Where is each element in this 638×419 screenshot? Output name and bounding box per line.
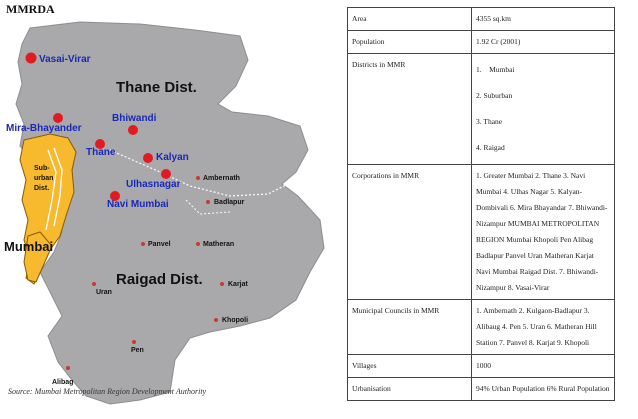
districts-value (472, 54, 615, 165)
table-row (348, 300, 615, 355)
mmr-map (0, 16, 330, 406)
ulhasnagar-label: Ulhasnagar (126, 179, 181, 190)
vasai-virar-dot (26, 53, 37, 64)
alibag-dot (66, 366, 70, 370)
table-row (348, 355, 615, 378)
vasai-virar-label: Vasai-Virar (39, 54, 91, 65)
district-item: 1. Mumbai (476, 65, 515, 74)
khopoli-label: Khopoli (222, 317, 249, 324)
kalyan-dot (143, 153, 153, 163)
villages-value: 1000 (472, 355, 615, 378)
district-item: 4. Raigad (476, 143, 505, 152)
table-row (348, 54, 615, 165)
area-value: 4355 sq.km (472, 8, 615, 31)
bhiwandi-dot (128, 125, 138, 135)
uran-dot (92, 282, 96, 286)
districts-label: Districts in MMR (348, 54, 472, 165)
matheran-label: Matheran (203, 241, 235, 248)
population-value: 1.92 Cr (2001) (472, 31, 615, 54)
mmr-facts-table (347, 7, 615, 401)
alibag-label: Alibag (52, 379, 74, 386)
table-row (348, 165, 615, 300)
mira-bhayander-label: Mira-Bhayander (6, 123, 82, 134)
urbanisation-value: 94% Urban Population 6% Rural Population (472, 378, 615, 401)
table-row (348, 8, 615, 31)
karjat-label: Karjat (228, 281, 248, 288)
raigad-district-label: Raigad Dist. (116, 271, 203, 288)
district-item: 3. Thane (476, 117, 503, 126)
pen-dot (132, 340, 136, 344)
badlapur-label: Badlapur (214, 199, 245, 206)
corporations-label: Corporations in MMR (348, 165, 472, 300)
karjat-dot (220, 282, 224, 286)
councils-value: 1. Ambernath 2. Kulgaon-Badlapur 3. Alibaug 4. Pen 5. Uran 6. Matheran Hill Station 7. Panvel 8. Karjat 9. Khopoli (472, 300, 615, 355)
bhiwandi-label: Bhiwandi (112, 113, 157, 124)
thane-city-label: Thane (86, 147, 116, 158)
panvel-dot (141, 242, 145, 246)
matheran-dot (196, 242, 200, 246)
badlapur-dot (206, 200, 210, 204)
urbanisation-label: Urbanisation (348, 378, 472, 401)
councils-label: Municipal Councils in MMR (348, 300, 472, 355)
table-row (348, 31, 615, 54)
mumbai-label: Mumbai (4, 239, 54, 254)
suburban-line-2: urban (34, 175, 54, 182)
villages-label: Villages (348, 355, 472, 378)
navi-mumbai-label: Navi Mumbai (107, 199, 169, 210)
kalyan-label: Kalyan (156, 152, 189, 163)
ambernath-label: Ambernath (203, 175, 240, 182)
population-label: Population (348, 31, 472, 54)
suburban-line-1: Sub- (34, 165, 50, 172)
district-item: 2. Suburban (476, 91, 513, 100)
panvel-label: Panvel (148, 241, 171, 248)
corporations-value: 1. Greater Mumbai 2. Thane 3. Navi Mumbai 4. Ulhas Nagar 5. Kalyan-Dombivali 6. Mira Bhayandar 7. Bhiwandi- Nizampur MUMBAI METROPOLITAN REGION Mumbai Khopoli Pen Alibag Badlapur Panvel Uran Matheran Karjat Navi Mumbai Raigad Dist. 7. Bhiwandi- Nizampur 8. Vasai-Virar (472, 165, 615, 300)
pen-label: Pen (131, 347, 144, 354)
khopoli-dot (214, 318, 218, 322)
ulhasnagar-dot (161, 169, 171, 179)
ambernath-dot (196, 176, 200, 180)
thane-district-label: Thane Dist. (116, 79, 197, 96)
area-label: Area (348, 8, 472, 31)
uran-label: Uran (96, 289, 112, 296)
suburban-line-3: Dist. (34, 185, 50, 192)
table-row (348, 378, 615, 401)
page-title: MMRDA (6, 2, 55, 16)
source-note: Source: Mumbai Metropolitan Region Development Authority (8, 387, 207, 396)
mira-bhayander-dot (53, 113, 63, 123)
